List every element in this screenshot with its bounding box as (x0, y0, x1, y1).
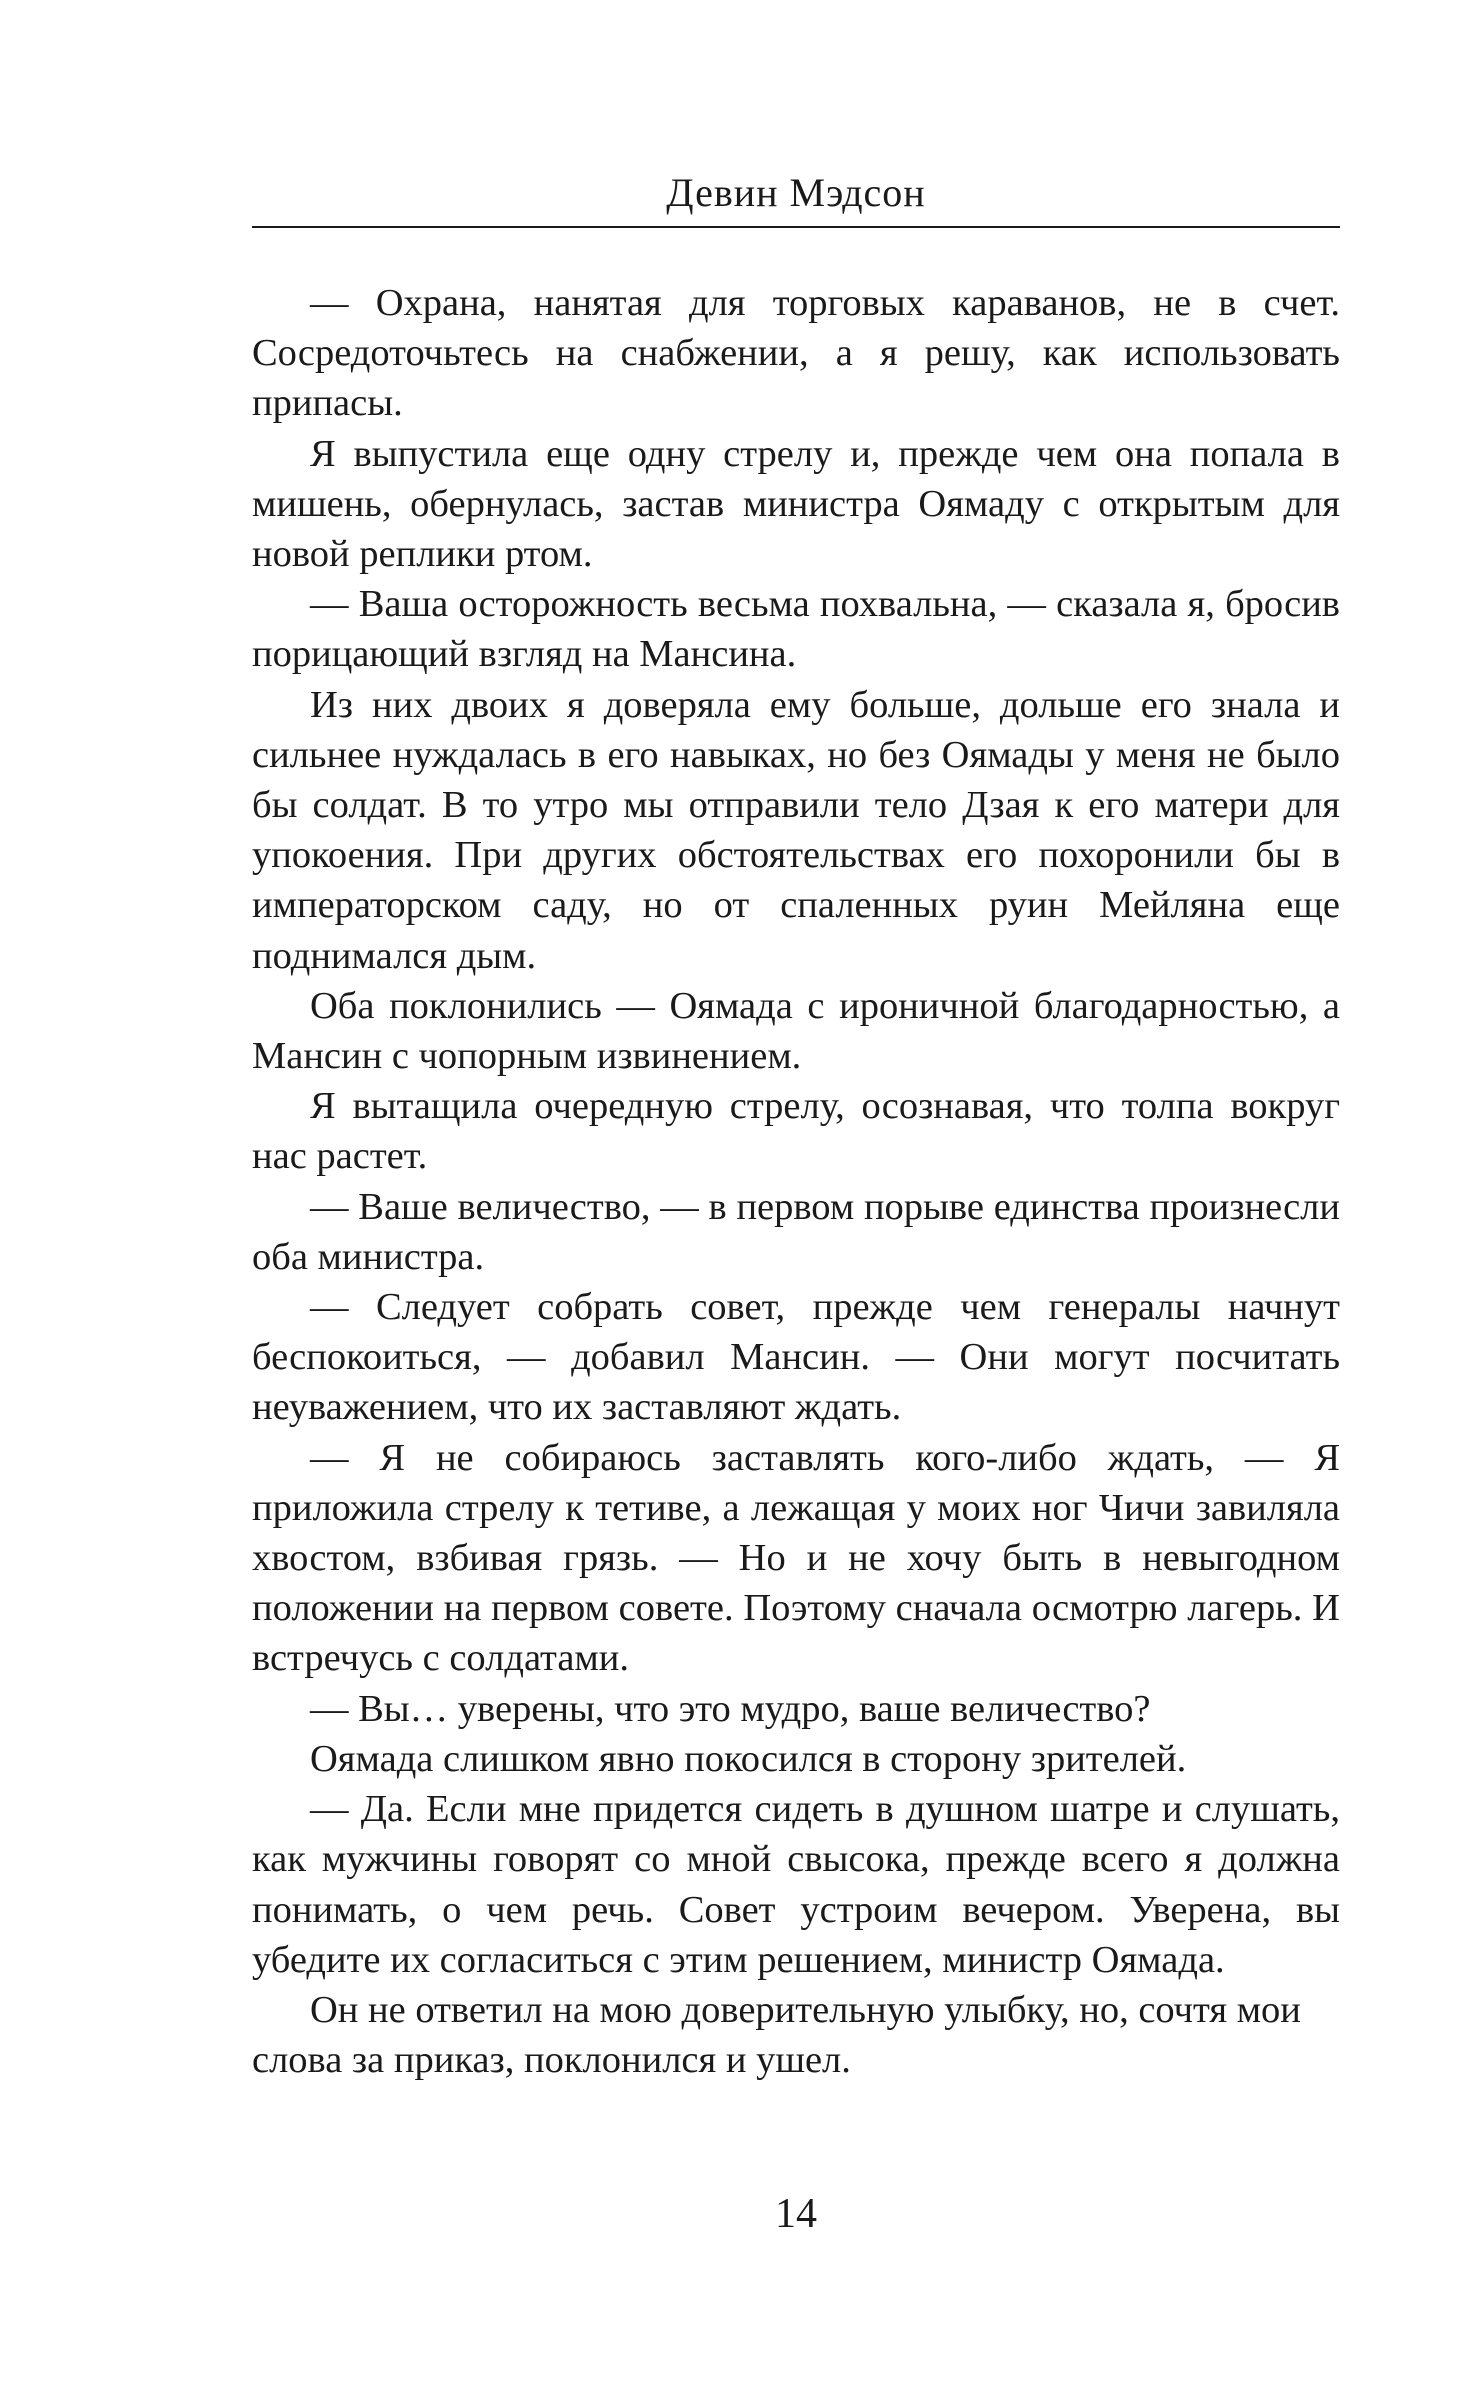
paragraph: Из них двоих я доверяла ему больше, дольше его знала и сильнее нуждалась в его навыках, но без Оямады у меня не было бы солдат. В то утро мы отправили тело Дзая к его матери для упокоения. При других обстоятельствах его похоронили бы в императорском саду, но от спаленных руин Мейляна еще поднимался дым. (252, 683, 1340, 977)
paragraph: — Ваше величество, — в первом порыве единства произнесли оба министра. (252, 1185, 1340, 1278)
running-header: Девин Мэдсон (666, 170, 926, 215)
paragraph: — Вы… уверены, что это мудро, ваше величество? (310, 1687, 1151, 1730)
paragraph: Оба поклонились — Оямада с ироничной благодарностью, а Мансин с чопорным извинением. (252, 984, 1340, 1078)
paragraph: Он не ответил на мою доверительную улыбку, но, сочтя мои слова за приказ, поклонился и ушел. (252, 1988, 1301, 2082)
paragraph: Оямада слишком явно покосился в сторону зрителей. (310, 1737, 1187, 1780)
header-divider (252, 226, 1340, 228)
paragraph: Я выпустила еще одну стрелу и, прежде чем она попала в мишень, обернулась, застав министра Оямаду с открытым для новой реплики ртом. (252, 432, 1340, 576)
body-text (252, 278, 1340, 2085)
paragraph: Я вытащила очередную стрелу, осознавая, что толпа вокруг нас растет. (252, 1085, 1340, 1178)
paragraph: — Я не собираюсь заставлять кого-либо ждать, — Я приложила стрелу к тетиве, а лежащая у моих ног Чичи завиляла хвостом, взбивая грязь. — Но и не хочу быть в невыгодном положении на первом совете. Поэтому сначала осмотрю лагерь. И встречусь с солдатами. (252, 1436, 1340, 1680)
paragraph: — Следует собрать совет, прежде чем генералы начнут беспокоиться, — добавил Мансин. — Они могут посчитать неуважением, что их заставляют ждать. (252, 1286, 1340, 1429)
paragraph: — Ваша осторожность весьма похвальна, — сказала я, бросив порицающий взгляд на Мансина. (252, 583, 1340, 676)
page-number: 14 (775, 2191, 817, 2237)
paragraph: — Охрана, нанятая для торговых караванов, не в счет. Сосредоточьтесь на снабжении, а я решу, как использовать припасы. (252, 282, 1340, 425)
paragraph: — Да. Если мне придется сидеть в душном шатре и слушать, как мужчины говорят со мной свысока, прежде всего я должна понимать, о чем речь. Совет устроим вечером. Уверена, вы убедите их согласиться с этим решением, министр Оямада. (252, 1788, 1340, 1981)
